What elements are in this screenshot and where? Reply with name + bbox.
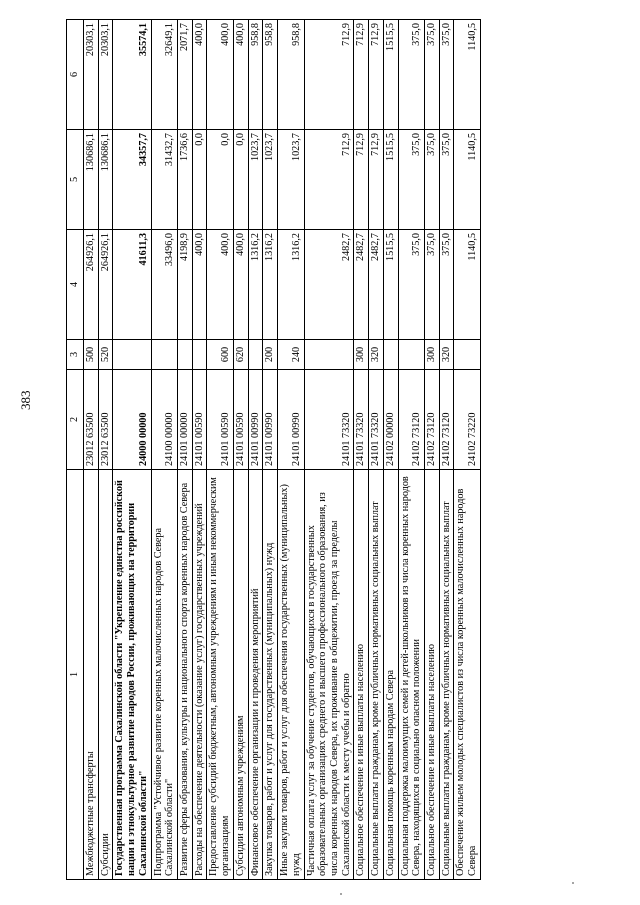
row-value-cell: 712,9	[369, 20, 384, 130]
row-value-cell: 1316,2	[278, 230, 304, 340]
row-value-cell: 264926,1	[98, 230, 113, 340]
table-header-row	[67, 20, 84, 880]
row-value-cell: 41611,3	[113, 230, 151, 340]
table-row	[113, 20, 151, 880]
row-value-cell: 130686,1	[98, 130, 113, 230]
table-row	[178, 20, 193, 880]
row-code-cell: 24101 00990	[263, 370, 278, 470]
row-cs-cell	[113, 340, 151, 370]
table-row	[398, 20, 424, 880]
row-cs-cell: 300	[424, 340, 439, 370]
row-value-cell: 375,0	[398, 130, 424, 230]
row-value-cell: 958,8	[278, 20, 304, 130]
row-value-cell: 34357,7	[113, 130, 151, 230]
table-row	[192, 20, 207, 880]
row-name-cell: Развитие сферы образования, культуры и национального спорта коренных народов Севера	[178, 470, 193, 880]
row-value-cell: 33496,0	[151, 230, 177, 340]
row-cs-cell	[178, 340, 193, 370]
row-value-cell: 375,0	[398, 230, 424, 340]
row-code-cell: 24101 00590	[207, 370, 233, 470]
row-value-cell: 400,0	[233, 230, 248, 340]
row-value-cell: 1023,7	[248, 130, 263, 230]
row-value-cell: 400,0	[207, 230, 233, 340]
row-value-cell: 400,0	[192, 20, 207, 130]
row-name-cell: Финансовое обеспечение организации и проведения мероприятий	[248, 470, 263, 880]
row-cs-cell	[398, 340, 424, 370]
row-name-cell: Подпрограмма "Устойчивое развитие коренных малочисленных народов Севера Сахалинской области"	[151, 470, 177, 880]
budget-table-container	[66, 20, 481, 880]
row-name-cell: Межбюджетные трансферты	[84, 470, 99, 880]
row-value-cell: 2482,7	[354, 230, 369, 340]
row-value-cell: 32649,1	[151, 20, 177, 130]
column-header: 2	[67, 370, 84, 470]
row-value-cell: 4198,9	[178, 230, 193, 340]
column-header: 5	[67, 130, 84, 230]
row-value-cell: 0,0	[233, 130, 248, 230]
row-code-cell: 24101 73320	[304, 370, 354, 470]
row-value-cell: 0,0	[192, 130, 207, 230]
row-value-cell: 35574,1	[113, 20, 151, 130]
row-name-cell: Социальная помощь коренным народам Севера	[383, 470, 398, 880]
row-value-cell: 400,0	[207, 20, 233, 130]
row-cs-cell	[192, 340, 207, 370]
row-value-cell: 2482,7	[304, 230, 354, 340]
row-value-cell: 375,0	[424, 20, 439, 130]
row-value-cell: 712,9	[304, 130, 354, 230]
row-cs-cell: 240	[278, 340, 304, 370]
row-name-cell: Субсидии автономным учреждениям	[233, 470, 248, 880]
row-code-cell: 23012 63500	[84, 370, 99, 470]
table-row	[439, 20, 454, 880]
row-value-cell: 1515,5	[383, 20, 398, 130]
row-cs-cell	[248, 340, 263, 370]
row-code-cell: 24101 00000	[178, 370, 193, 470]
column-header: 6	[67, 20, 84, 130]
row-value-cell: 1515,5	[383, 130, 398, 230]
row-name-cell: Расходы на обеспечение деятельности (оказание услуг) государственных учреждений	[192, 470, 207, 880]
table-row	[454, 20, 480, 880]
row-code-cell: 24101 00990	[278, 370, 304, 470]
row-value-cell: 375,0	[424, 130, 439, 230]
row-name-cell: Социальное обеспечение и иные выплаты населению	[354, 470, 369, 880]
row-code-cell: 24102 73220	[454, 370, 480, 470]
row-name-cell: Иные закупки товаров, работ и услуг для обеспечения государственных (муниципальных) нужд	[278, 470, 304, 880]
row-name-cell: Обеспечение жильем молодых специалистов из числа коренных малочисленных народов Севера	[454, 470, 480, 880]
row-cs-cell: 600	[207, 340, 233, 370]
row-value-cell: 958,8	[248, 20, 263, 130]
row-value-cell: 1140,5	[454, 130, 480, 230]
row-value-cell: 400,0	[233, 20, 248, 130]
row-name-cell: Закупка товаров, работ и услуг для государственных (муниципальных) нужд	[263, 470, 278, 880]
row-value-cell: 2482,7	[369, 230, 384, 340]
row-value-cell: 31432,7	[151, 130, 177, 230]
row-value-cell: 712,9	[369, 130, 384, 230]
table-row	[383, 20, 398, 880]
row-code-cell: 24100 00000	[151, 370, 177, 470]
row-code-cell: 24102 73120	[424, 370, 439, 470]
row-cs-cell: 300	[354, 340, 369, 370]
column-header: 1	[67, 470, 84, 880]
row-code-cell: 24101 00590	[233, 370, 248, 470]
row-code-cell: 23012 63500	[98, 370, 113, 470]
row-cs-cell: 520	[98, 340, 113, 370]
table-row	[207, 20, 233, 880]
row-value-cell: 375,0	[398, 20, 424, 130]
row-value-cell: 1316,2	[263, 230, 278, 340]
table-row	[424, 20, 439, 880]
row-value-cell: 712,9	[354, 130, 369, 230]
table-row	[233, 20, 248, 880]
table-row	[263, 20, 278, 880]
row-name-cell: Субсидии	[98, 470, 113, 880]
column-header: 4	[67, 230, 84, 340]
table-row	[304, 20, 354, 880]
row-code-cell: 24101 73320	[354, 370, 369, 470]
row-value-cell: 1023,7	[278, 130, 304, 230]
row-name-cell: Предоставление субсидий бюджетным, автономным учреждениям и иным некоммерческим организациям	[207, 470, 233, 880]
row-code-cell: 24102 00000	[383, 370, 398, 470]
table-row	[98, 20, 113, 880]
row-value-cell: 2071,7	[178, 20, 193, 130]
budget-table	[66, 19, 481, 880]
row-cs-cell	[383, 340, 398, 370]
table-row	[369, 20, 384, 880]
row-code-cell: 24101 73320	[369, 370, 384, 470]
row-value-cell: 130686,1	[84, 130, 99, 230]
row-value-cell: 375,0	[439, 230, 454, 340]
row-code-cell: 24000 00000	[113, 370, 151, 470]
row-code-cell: 24101 00590	[192, 370, 207, 470]
row-value-cell: 264926,1	[84, 230, 99, 340]
row-value-cell: 1023,7	[263, 130, 278, 230]
page-number: 383	[18, 390, 33, 410]
row-code-cell: 24102 73120	[439, 370, 454, 470]
table-row	[278, 20, 304, 880]
table-row	[151, 20, 177, 880]
row-value-cell: 375,0	[439, 20, 454, 130]
row-code-cell: 24101 00990	[248, 370, 263, 470]
row-value-cell: 1515,5	[383, 230, 398, 340]
row-code-cell: 24102 73120	[398, 370, 424, 470]
column-header: 3	[67, 340, 84, 370]
row-cs-cell	[151, 340, 177, 370]
row-value-cell: 1140,5	[454, 20, 480, 130]
row-name-cell: Социальная поддержка малоимущих семей и детей-школьников из числа коренных народов Севера, находящихся в социально опасном положении	[398, 470, 424, 880]
row-cs-cell: 500	[84, 340, 99, 370]
scan-speck	[340, 893, 342, 895]
row-cs-cell: 320	[439, 340, 454, 370]
row-name-cell: Частичная оплата услуг за обучение студентов, обучающихся в государственных образовательных организациях среднего и высшего профессионального образования, из числа коренных народов Севера, их проживание в общежитии, проезд за пределы Сахалинской области к месту учебы и обратно	[304, 470, 354, 880]
row-value-cell: 375,0	[439, 130, 454, 230]
row-value-cell: 1140,5	[454, 230, 480, 340]
table-row	[84, 20, 99, 880]
row-cs-cell	[304, 340, 354, 370]
row-value-cell: 958,8	[263, 20, 278, 130]
row-value-cell: 20303,1	[98, 20, 113, 130]
row-cs-cell	[454, 340, 480, 370]
row-name-cell: Социальные выплаты гражданам, кроме публичных нормативных социальных выплат	[439, 470, 454, 880]
row-name-cell: Социальное обеспечение и иные выплаты населению	[424, 470, 439, 880]
row-value-cell: 1316,2	[248, 230, 263, 340]
row-cs-cell: 200	[263, 340, 278, 370]
row-name-cell: Социальные выплаты гражданам, кроме публичных нормативных социальных выплат	[369, 470, 384, 880]
row-value-cell: 20303,1	[84, 20, 99, 130]
row-value-cell: 1736,6	[178, 130, 193, 230]
row-value-cell: 400,0	[192, 230, 207, 340]
table-row	[354, 20, 369, 880]
row-value-cell: 0,0	[207, 130, 233, 230]
row-name-cell: Государственная программа Сахалинской области "Укрепление единства российской нации и этнокультурное развитие народов России, проживающих на территории Сахалинской области"	[113, 470, 151, 880]
table-row	[248, 20, 263, 880]
row-value-cell: 712,9	[304, 20, 354, 130]
row-cs-cell: 620	[233, 340, 248, 370]
row-value-cell: 375,0	[424, 230, 439, 340]
table-body	[84, 20, 481, 880]
scan-speck	[572, 882, 574, 884]
row-value-cell: 712,9	[354, 20, 369, 130]
row-cs-cell: 320	[369, 340, 384, 370]
